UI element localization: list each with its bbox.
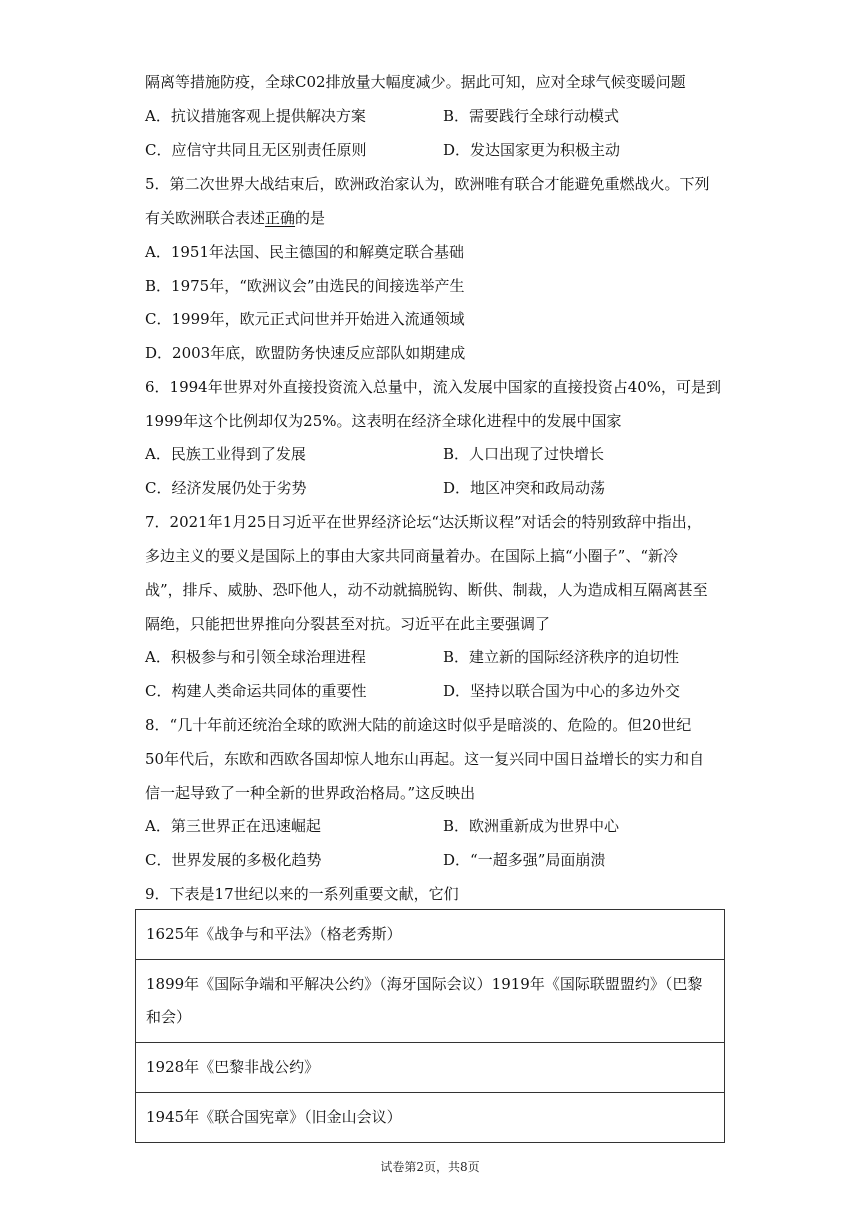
q5-stem-line1: 5．第二次世界大战结束后，欧洲政治家认为，欧洲唯有联合才能避免重燃战火。下列 — [145, 175, 710, 193]
q4-stem: 隔离等措施防疫，全球C02排放量大幅度减少。据此可知，应对全球气候变暖问题 — [145, 73, 686, 91]
q6-option-c: C．经济发展仍处于劣势 — [145, 479, 307, 497]
q9-stem: 9．下表是17世纪以来的一系列重要文献，它们 — [145, 885, 459, 903]
table-row — [136, 1043, 725, 1093]
q4-option-d: D．发达国家更为积极主动 — [443, 141, 621, 159]
q7-stem-line3: 战”，排斥、威胁、恐吓他人，动不动就搞脱钩、断供、制裁，人为造成相互隔离甚至 — [145, 581, 708, 599]
table-row — [136, 960, 725, 1043]
table-cell: 1625年《战争与和平法》（格老秀斯） — [136, 910, 725, 960]
table-cell: 1928年《巴黎非战公约》 — [136, 1043, 725, 1093]
q7-stem-line1: 7．2021年1月25日习近平在世界经济论坛“达沃斯议程”对话会的特别致辞中指出， — [145, 513, 702, 531]
q5-option-c: C．1999年，欧元正式问世并开始进入流通领域 — [145, 310, 465, 328]
q7-stem-line4: 隔绝，只能把世界推向分裂甚至对抗。习近平在此主要强调了 — [145, 615, 551, 633]
q5-option-b: B．1975年，“欧洲议会”由选民的间接选举产生 — [145, 277, 465, 295]
table-cell: 1899年《国际争端和平解决公约》（海牙国际会议）1919年《国际联盟盟约》（巴黎和会） — [136, 960, 725, 1043]
table-cell: 1945年《联合国宪章》（旧金山会议） — [136, 1093, 725, 1143]
q4-option-b: B．需要践行全球行动模式 — [443, 107, 620, 125]
q5-stem-post: 的是 — [295, 209, 326, 227]
q5-option-d: D．2003年底，欧盟防务快速反应部队如期建成 — [145, 344, 466, 362]
q7-option-a: A．积极参与和引领全球治理进程 — [145, 648, 366, 666]
q5-stem-pre: 有关欧洲联合表述 — [145, 209, 266, 227]
q7-option-b: B．建立新的国际经济秩序的迫切性 — [443, 648, 680, 666]
q8-option-d: D．“一超多强”局面崩溃 — [443, 851, 606, 869]
q8-option-b: B．欧洲重新成为世界中心 — [443, 817, 620, 835]
q8-stem-line3: 信一起导致了一种全新的世界政治格局。”这反映出 — [145, 784, 476, 802]
q8-stem-line2: 50年代后，东欧和西欧各国却惊人地东山再起。这一复兴同中国日益增长的实力和自 — [145, 750, 705, 768]
q8-stem-line1: 8．“几十年前还统治全球的欧洲大陆的前途这时似乎是暗淡的、危险的。但20世纪 — [145, 716, 692, 734]
q6-option-a: A．民族工业得到了发展 — [145, 445, 306, 463]
q5-stem-line2 — [145, 207, 325, 229]
q7-option-c: C．构建人类命运共同体的重要性 — [145, 682, 367, 700]
q8-option-c: C．世界发展的多极化趋势 — [145, 851, 322, 869]
q5-option-a: A．1951年法国、民主德国的和解奠定联合基础 — [145, 243, 465, 261]
q6-stem-line1: 6．1994年世界对外直接投资流入总量中，流入发展中国家的直接投资占40%，可是到 — [145, 378, 722, 396]
table-row — [136, 1093, 725, 1143]
table-row — [136, 910, 725, 960]
q6-option-b: B．人口出现了过快增长 — [443, 445, 605, 463]
page-footer: 试卷第2页，共8页 — [380, 1160, 480, 1174]
q6-stem-line2: 1999年这个比例却仅为25%。这表明在经济全球化进程中的发展中国家 — [145, 412, 622, 430]
documents-table — [135, 909, 725, 1143]
q7-option-d: D．坚持以联合国为中心的多边外交 — [443, 682, 681, 700]
q5-stem-underlined: 正确 — [265, 209, 296, 227]
q7-stem-line2: 多边主义的要义是国际上的事由大家共同商量着办。在国际上搞“小圈子”、“新冷 — [145, 547, 679, 565]
q8-option-a: A．第三世界正在迅速崛起 — [145, 817, 321, 835]
q4-option-c: C．应信守共同且无区别责任原则 — [145, 141, 367, 159]
q6-option-d: D．地区冲突和政局动荡 — [443, 479, 606, 497]
q4-option-a: A．抗议措施客观上提供解决方案 — [145, 107, 366, 125]
